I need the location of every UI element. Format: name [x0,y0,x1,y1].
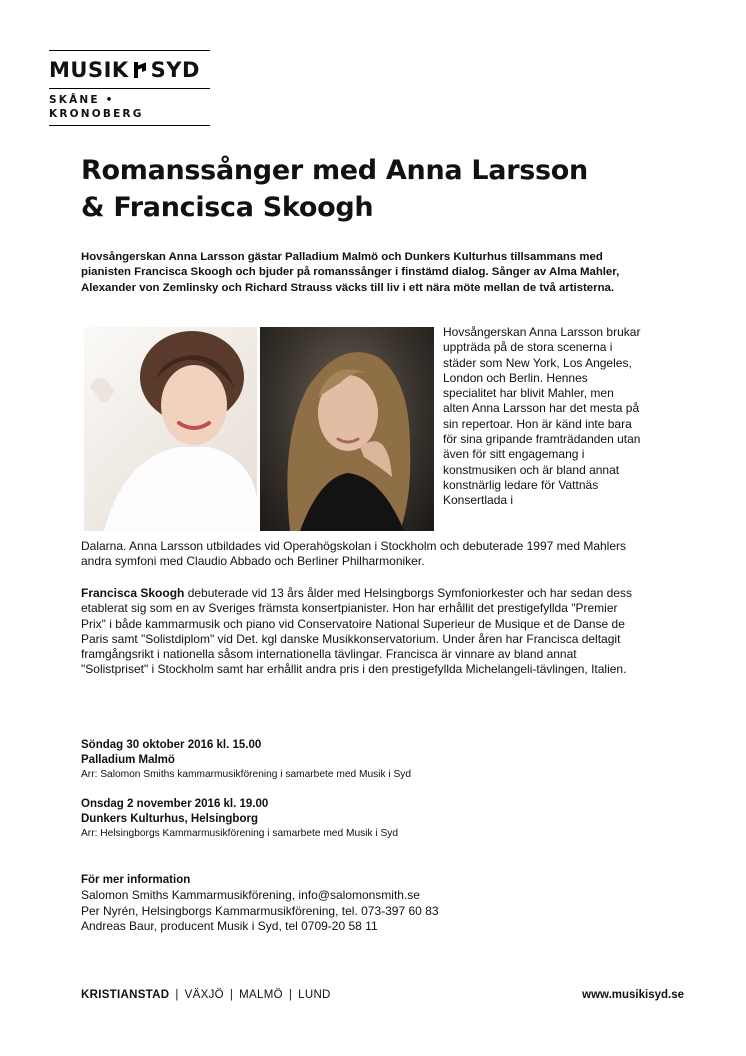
event-2 [81,797,641,841]
francisca-bio-text: debuterade vid 13 års ålder med Helsingborgs Symfoniorkester och har sedan dess etablerat sig som en av Sveriges främsta konsertpianister. Hon har erhållit det prestigefyllda "Premier Prix" i både kammarmusik och piano vid Conservatoire National Superieur de Musique et de Danse de Paris samt "Solistdiplom" vid Det. kgl danske Musikkonservatorium. Under åren har Francisca deltagit framgångsrikt i nationella såsom internationella tävlingar. Francisca är vinnare av bland annat "Solistpriset" i Stockholm samt har erhållit andra pris i den prestigefyllda Michelangeli-tävlingen, Italien. [81,586,632,677]
page-title [81,152,661,226]
footer-website-link[interactable]: www.musikisyd.se [582,989,684,1001]
anna-bio-side-text: Hovsångerskan Anna Larsson brukar uppträda på de stora scenerna i städer som New York, Los Angeles, London och Berlin. Hennes specialitet har blivit Mahler, men alten Anna Larsson har det mesta på sin repertoar. Hon är känd inte bara för sina gripande framträdanden utan även för sitt engagemang i konstmusiken och är bland annat konstnärlig ledare för Vattnäs Konsertlada i [443,325,641,508]
contact-line: Per Nyrén, Helsingborgs Kammarmusikförening, tel. 073-397 60 83 [81,903,439,918]
footer-city-lund: LUND [298,989,331,1001]
footer-city-vaxjo: VÄXJÖ [184,989,224,1001]
title-line-1: Romanssånger med Anna Larsson [81,155,588,186]
photo-francisca-skoogh [260,327,434,531]
logo-rule-bottom [49,125,210,126]
logo-note-icon [133,61,147,79]
logo-subtitle: SKÅNE • KRONOBERG [49,94,144,120]
anna-bio-continued: Dalarna. Anna Larsson utbildades vid Operahögskolan i Stockholm och debuterade 1997 med Mahlers andra symfoni med Claudio Abbado och Berliner Philharmoniker. [81,539,627,569]
footer-city-malmo: MALMÖ [239,989,283,1001]
logo-word-musik: MUSIK [49,58,129,82]
footer-separator: | [229,989,234,1001]
intro-paragraph: Hovsångerskan Anna Larsson gästar Palladium Malmö och Dunkers Kulturhus tillsammans med pianisten Francisca Skoogh och bjuder på romanssånger i finstämd dialog. Sånger av Alma Mahler, Alexander von Zemlinsky och Richard Strauss väcks till liv i ett nära möte mellan de två artisterna. [81,251,620,294]
event-organizer: Arr: Salomon Smiths kammarmusikförening i samarbete med Musik i Syd [81,769,412,780]
contact-line: Salomon Smiths Kammarmusikförening, info@salomonsmith.se [81,888,420,903]
francisca-bio [81,586,641,678]
francisca-name: Francisca Skoogh [81,586,185,600]
event-venue: Palladium Malmö [81,754,175,766]
event-organizer: Arr: Helsingborgs Kammarmusikförening i samarbete med Musik i Syd [81,828,399,839]
contact-heading: För mer information [81,874,191,886]
logo-wordmark [49,51,210,83]
title-line-2: & Francisca Skoogh [81,192,374,223]
footer-separator: | [175,989,179,1001]
photo-anna-larsson [84,327,257,531]
logo [49,50,210,126]
event-date: Söndag 30 oktober 2016 kl. 15.00 [81,739,262,751]
contact-info [81,873,641,934]
logo-word-syd: SYD [150,58,200,82]
event-venue: Dunkers Kulturhus, Helsingborg [81,813,258,825]
footer-separator: | [288,989,293,1001]
footer-cities [81,989,331,1001]
event-1 [81,738,641,782]
contact-line: Andreas Baur, producent Musik i Syd, tel 0709-20 58 11 [81,918,378,933]
event-date: Onsdag 2 november 2016 kl. 19.00 [81,798,269,810]
footer-city-kristianstad: KRISTIANSTAD [81,989,170,1001]
